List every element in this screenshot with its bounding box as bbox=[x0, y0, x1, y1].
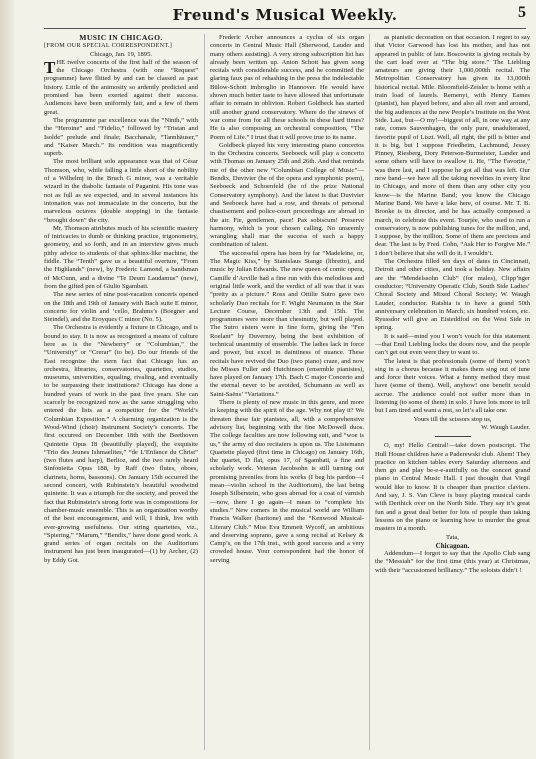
closing-line: Yours till the scissors stop us, bbox=[413, 415, 492, 423]
article-paragraph: There is plenty of new music in this genre, and more in keeping with the spirit of the age. Why not play it? We threaten these fair pianistes, all, with a comprehensive advisory list, beginning with the fine McDowell duos. The college faculties are now following suit, and “woe is us,” the army of duo recitaters is upon us. The Listemann Quartette played (first time in Chicago) on January 16th, the quartet, D flat, opus 17, of Sgambati, a fine and scholarly work. Veteran Jacobsohn is still turning out promising juveniles from his works (I beg his pardon—I mean—violin school in the Auditorium), the last being Joseph Silberstein, who goes abroad for a coat of varnish—now, there I go again—I mean to “complete his studies.” New comers in the musical world are William Francis Walker (baritone) and the “Kenwood Musical-Literary Club.” Miss Eva Emmett Wycoff, an ambitious and deserving soprano, gave a song recital at Kelsey & Camp’s, on the 17th inst., with good success and a very crowded house. Your correspondent had the honor of serving bbox=[210, 399, 364, 564]
column-1 bbox=[44, 34, 198, 750]
article-paragraph: Goldbeck played his very interesting piano concertos in the Orchestra concerts. Seeboeck will play a concerto with Thomas on January 25th and 26th. And that reminds me of the other new “Columbian College of Music”—Bendix, Duvivier (he of the opera and symphonic poem), Seeboeck and Schoenfeld (he of the prize National Conservatory symphony). And the latest is that Duvivier and Seeboeck have had a row, and threats of personal chastisement and police-court proceedings are abroad in the air. Fie, gentlemen, pace! Pax sobiscum! Preserve harmony, which is your chosen calling. No unseemly wrangling shall mar the success of such a happy combination of talent. bbox=[210, 141, 364, 249]
column-divider bbox=[204, 34, 205, 750]
article-paragraph bbox=[44, 59, 198, 117]
article-paragraph: The Orchestra is evidently a fixture in Chicago, and is bound to stay. It is now as recognized a means of culture here as is the “Newberry” or “Columbian,” the “University” or “Crerar” (to be). Do our friends of the East recognize the stern fact that Chicago has an orchestra, libraries, conservatories, quartettes, studios, museums, universities, equaling, rivaling, and eventually to be surpassing their institutions? Chicago has done a hundred years of work in the past five years. She can scarcely be recognized now as the same struggling who entered the lists as a competitor for the “World’s Columbian Exposition.” A charming organization is the Wood-Wind (choir) Instrument Society’s concerts. The first occurred on December 18th with the Beethoven Quintette Opus 18 (beautifully played), the exquisite “Trio des Jeunes Ishmaelites,” “de L’Enfance du Christ” (two flutes and harp), Berlioz, and the two rarely heard Sinfonietta Opus 188, by Raff (two flutes, oboes, clarinets, horns, bassoons). On January 15th occurred the second concert, with Rubinstein’s beautiful woodwind quintette. It was a triumph for the society, and proved the fact that Rubinstein’s strong forte was in compositions for chamber-music ensemble. This is an organization worthy of the best encouragement, and will, I think, live with ever-growing usefulness. Our string quartettes, viz., “Spiering,” “Marum,” “Bendix,” have done good work. A grand series of organ recitals on the Auditorium instrument has just been inaugurated—(1) by Archer, (2) by Eddy Got. bbox=[44, 324, 198, 564]
article-paragraph: It is said—mind you I won’t vouch for this statement—that Emil Liebling locks the doors now, and the people can’t get out even were they to want to. bbox=[375, 332, 530, 357]
article-paragraph: as pianistic decoration on that occasion. I regret to say that Victor Garwood has lost his mother, and has not appeared in public of late. Boscowitz is giving recitals by the cart load over at “The big store.” The Liebling amateurs are giving their 1,000,000th recital. The Metropolitan Conservatory has given its 13,000th historical recital. Mile. Bloomfield-Zeisler is home with a train load of laurels. Remenyi, with Henry Eames (pianist), has played before, and also all over and around, the big audiences at the new People’s Institute on the West Side. Last, but—O my!—biggest of all, in one way at any rate, comes Sauvenhagen, the only pure, unadulterated, favorite pupil of Liszt. Well, all right, the pill is bitter and it is big, but I suppose Friedheim, Lachmund, Jessey Pinney, Riesberg, Dory Peterson-Burmeister, Lander and some others will have to swallow it. He, “The Favorite,” was there last, and I suppose he got all that was left. Our new band—we have all the taking novelties in every line in Chicago, and more of them than any other city you know—is the Marine Band; you know the Chicago Marine Band. We have a lake here, of course. Mr. T. B. Brooke is its director, and he has actually composed a march, to celebrate this event. Tourjée, who used to run a conservatory, is now publishing tunes for the million, and, I suppose, by the million. Some of them are precious and dear. The last is by Fred. Cohn, “Ask Her to Forgive Me.” I don’t believe that she will do it. I wouldn’t. bbox=[375, 34, 530, 257]
article-paragraph: Addendum—I forgot to say that the Apollo Club sang the “Messiah” for the first time (this year) at Christmas, with their “accustomed brilliancy.” The soloists didn’t ! bbox=[375, 550, 530, 574]
article-paragraph: Mr. Thomson attributes much of his scientific mastery of intricacies to dumb or thinking practice, trigonometry, geometry, and so forth, and in an interview gives much pithy advice to students of that sphinx-like machine, the fiddle. The “Tenth” gave us a beautiful overture, “From the Highlands” (new), by Frederic Lamond, a bandsman of McCunn, and a divine “Te Deum Laudamus” (new), from the gifted pen of Giulio Sgambati. bbox=[44, 224, 198, 290]
article-paragraph: O, my! Hello Central!—take down postscript. The Hull House children have a Paderewski club. Ahem! They practice on kitchen tables every Saturday afternoon and then go and play be-e-e-autifully on the concert grand piano in Central Music Hall. I just thought that Virgil would like to know. It is cheaper than practice claviers. And say, J. S. Van Cleve is busy playing musical cards with Derthick over on the North Side. They say it’s great fun and a great deal better for lots of people than taking lessons on the piano or learning how to murder the great masters in a month. bbox=[375, 442, 530, 533]
article-paragraph: The new series of nine post-vacation concerts opened on the 18th and 19th of January with Bach suite E minor, concerto for violin and ‘cello, Brahms’s (Boegner and Steindel), and the Eroyques C minor (No. 5). bbox=[44, 291, 198, 324]
header-rule bbox=[44, 28, 526, 29]
page-number: 5 bbox=[518, 4, 526, 21]
drop-cap: T bbox=[44, 57, 56, 77]
article-paragraph: The most brilliant solo appearance was that of César Thomson, who, while falling a little short of the nobility of a Wilhelmj in the Bruch G minor, was a veritable wizard in the diabolic fantasie of Paganini. His tone was not as full as we expected, and in several instances his intonation was not immaculate in the concerto, but the marvelous octaves (double stopping) in the fantasie “brought down” the city. bbox=[44, 158, 198, 224]
paragraph-text: HE twelve concerts of the first half of the season of the Chicago Orchestra (with one “Request” programme) have flitted by and can be classed as past history. Little of the animosity so ardently predicted and promised has been exerted against their success. Audiences have been uniformly fair, and a few of them great. bbox=[44, 58, 198, 116]
closing-line: Tata, bbox=[446, 533, 459, 541]
section-divider bbox=[435, 436, 471, 437]
pseudonym-signature: Chicagoan. bbox=[435, 541, 470, 550]
article-paragraph: The programme par excellence was the “Ninth,” with the “Heroine” and “Fidelio,” followed by “Tristan and Isolde” prelude and finale; Bacchanale, “Tannhäuser,” and “Kaiser March.” Its rendition was magnificently superb. bbox=[44, 116, 198, 158]
article-paragraph: The Orchestra filled ten days of dates in Cincinnati, Detroit and other cities, and took a holiday. New affairs are the “Mendelssohn Club” (for males), Clipp’nger conductor; “University Operatic Club, South Side Ladies’ Choral Society and Mixed Choral Society; W. Waugh Lauder, conductor. Ratshia is to have a grand 50th anniversary celebration in March; six hundred voices, etc. Ryussdor will give an Eisteddfod on the West Side in spring. bbox=[375, 258, 530, 332]
article-paragraph: The latest is that professionals (some of them) won’t sing in a chorus because it makes them sing out of tune and force their voices. What a funny method they must have (some of them). Well, anyhow! one benefit would accrue. The audience could not suffer more than in listening (to some of them) in solo. I have lots more to tell but I am tired and want a rest, so let’s all take one. bbox=[375, 357, 530, 415]
article-paragraph: Frederic Archer announces a cyclus of six organ concerts in Central Music Hall (Sherwood, Lauder and many others assisting). A very strong subscription list has already been written up. Anton Schott has given song recitals with considerable success, and he committed the glaring faux pas of rehashing in the press the indelectable Bülow-Schott imbroglio in Hannover. He would have shown much better taste to have allowed that unfortunate affair to remain in oblivion. Robert Goldbeck has started still another grand conservatory. Where do the sinews of war come from for all these schools in these hard times? He is also composing an orchestral composition, “The Poem of Life.” I trust that it will prove true to its name. bbox=[210, 34, 364, 141]
column-divider bbox=[369, 34, 370, 750]
dateline: Chicago, Jan. 19, 1895. bbox=[89, 50, 153, 58]
author-signature: W. Waugh Lauder. bbox=[481, 423, 530, 431]
page-binding bbox=[0, 0, 14, 759]
section-title: MUSIC IN CHICAGO. bbox=[79, 34, 163, 42]
page-header bbox=[44, 0, 526, 28]
correspondent-note: [FROM OUR SPECIAL CORRESPONDENT.] bbox=[44, 42, 173, 50]
masthead-title: Freund's Musical Weekly. bbox=[172, 6, 398, 24]
column-3 bbox=[375, 34, 530, 750]
article-paragraph: The successful opera has been by far “Madeleine, or, The Magic Kiss,” by Stanislaus Stange (libretto), and music by Julian Edwards. The new queen of comic opera, Camille d’Arville had a fine run with this melodious and original little work, and the verdict of all was that it was “pretty as a picture.” Ross and Ottilie Sutro gave two scholarly Duo recitals for F. Wight Neumann in the Star Lecture Course, December 13th and 15th. The programmes were more than chestnutty, but well played. The Sutro sisters were in fine form, giving the “Fen Roelant” by Duvernoy, being the best exhibition of technical unanimity of ensemble. The ladies lack in force and power, but excel in daintiness of nuance. These recitals have revived the Duo (two piano) craze, and now the Misses Fuller and Hutchinson (ensemble pianistes), have played on January 17th. Bach C major Concerto and the eternal never to be avoided, Schumann as well as Saint-Saëns’ “Variations.” bbox=[210, 249, 364, 398]
column-2 bbox=[210, 34, 364, 750]
